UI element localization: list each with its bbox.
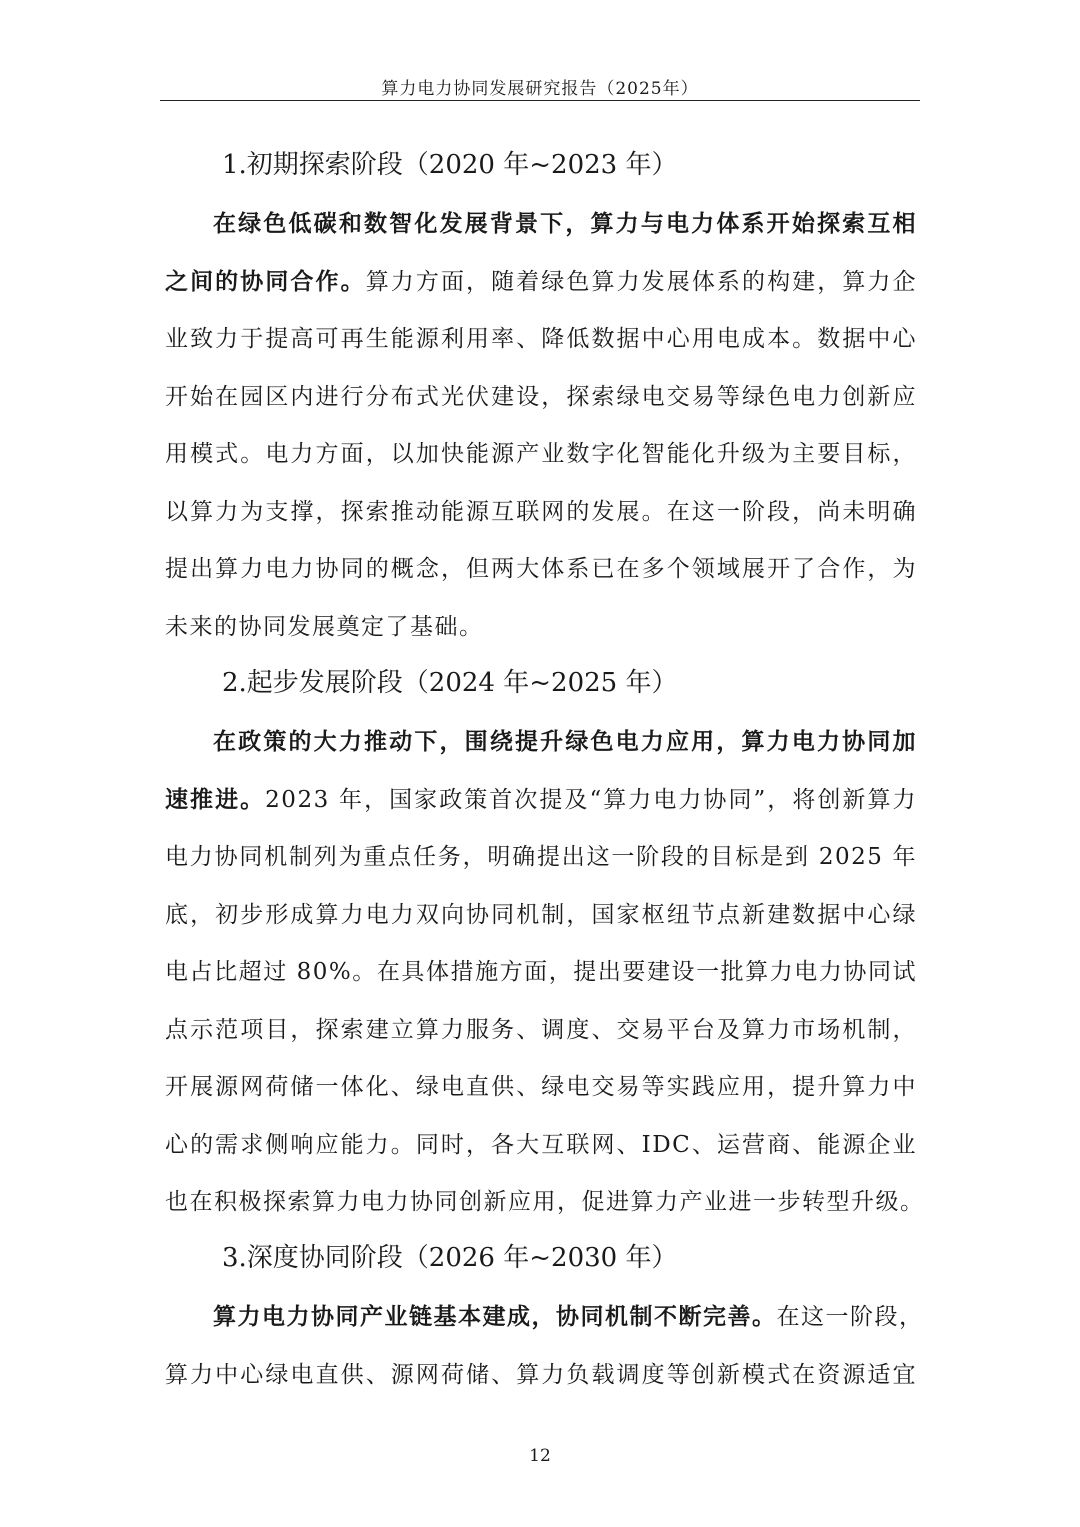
paragraph-line: [165, 772, 917, 830]
line-text: 以算力为支撑，探索推动能源互联网的发展。在这一阶段，尚未明确: [165, 498, 917, 525]
line-text: 提出算力电力协同的概念，但两大体系已在多个领域展开了合作，为: [165, 556, 917, 582]
line-text: 也在积极探索算力电力协同创新应用，促进算力产业进一步转型升级。: [165, 1189, 925, 1215]
bold-lead: 算力电力协同产业链基本建成，协同机制不断完善。: [213, 1304, 777, 1330]
running-header: 算力电力协同发展研究报告（2025年）: [381, 79, 699, 99]
header-rule: [160, 100, 920, 101]
line-text: 底，初步形成算力电力双向协同机制，国家枢纽节点新建数据中心绿: [165, 901, 917, 928]
line-text: 未来的协同发展奠定了基础。: [165, 613, 484, 640]
paragraph-line: [165, 944, 917, 1002]
paragraph-line: [165, 1059, 917, 1117]
section-heading: 3.深度协同阶段（2026 年~2030 年）: [222, 1243, 678, 1273]
paragraph-line: [165, 1002, 917, 1060]
paragraph-line: [165, 311, 917, 369]
paragraph-line: [165, 484, 917, 542]
paragraph-line: [165, 599, 917, 657]
line-text: 开展源网荷储一体化、绿电直供、绿电交易等实践应用，提升算力中: [165, 1074, 917, 1100]
paragraph-line: [165, 1174, 925, 1232]
bold-lead: 在政策的大力推动下，围绕提升绿色电力应用，算力电力协同加: [213, 729, 917, 755]
paragraph-line: [165, 254, 917, 312]
paragraph-line: [165, 1117, 917, 1175]
line-text: 电力协同机制列为重点任务，明确提出这一阶段的目标是到 2025 年: [165, 844, 917, 870]
paragraph-line: [165, 541, 917, 599]
paragraph-line: [165, 196, 917, 254]
bold-lead: 速推进。: [165, 786, 266, 813]
section-body: [165, 1289, 924, 1404]
line-text: 点示范项目，探索建立算力服务、调度、交易平台及算力市场机制，: [165, 1016, 917, 1043]
line-text: 用模式。电力方面，以加快能源产业数字化智能化升级为主要目标，: [165, 441, 917, 467]
bold-lead: 之间的协同合作。: [165, 268, 366, 295]
line-text: 2023 年，国家政策首次提及“算力电力协同”，将创新算力: [265, 786, 917, 813]
paragraph-line: [165, 426, 917, 484]
section-body: [165, 714, 925, 1232]
section-body: [165, 196, 917, 656]
paragraph-line: [165, 887, 917, 945]
paragraph-line: [165, 1347, 917, 1405]
paragraph-line: [165, 829, 917, 887]
section-heading: 2.起步发展阶段（2024 年~2025 年）: [222, 668, 678, 698]
line-text: 心的需求侧响应能力。同时，各大互联网、IDC、运营商、能源企业: [165, 1131, 917, 1158]
section-heading: 1.初期探索阶段（2020 年~2023 年）: [222, 150, 678, 180]
line-text: 电占比超过 80%。在具体措施方面，提出要建设一批算力电力协同试: [165, 959, 917, 985]
line-text: 业致力于提高可再生能源利用率、降低数据中心用电成本。数据中心: [165, 326, 917, 352]
bold-lead: 在绿色低碳和数智化发展背景下，算力与电力体系开始探索互相: [213, 211, 917, 237]
paragraph-line: [165, 714, 917, 772]
line-text: 开始在园区内进行分布式光伏建设，探索绿电交易等绿色电力创新应: [165, 383, 917, 410]
paragraph-line: [165, 1289, 924, 1347]
line-text: 在这一阶段，: [776, 1304, 924, 1330]
page-number: 12: [529, 1446, 551, 1466]
paragraph-line: [165, 369, 917, 427]
line-text: 算力方面，随着绿色算力发展体系的构建，算力企: [365, 268, 918, 295]
line-text: 算力中心绿电直供、源网荷储、算力负载调度等创新模式在资源适宜: [165, 1361, 917, 1388]
